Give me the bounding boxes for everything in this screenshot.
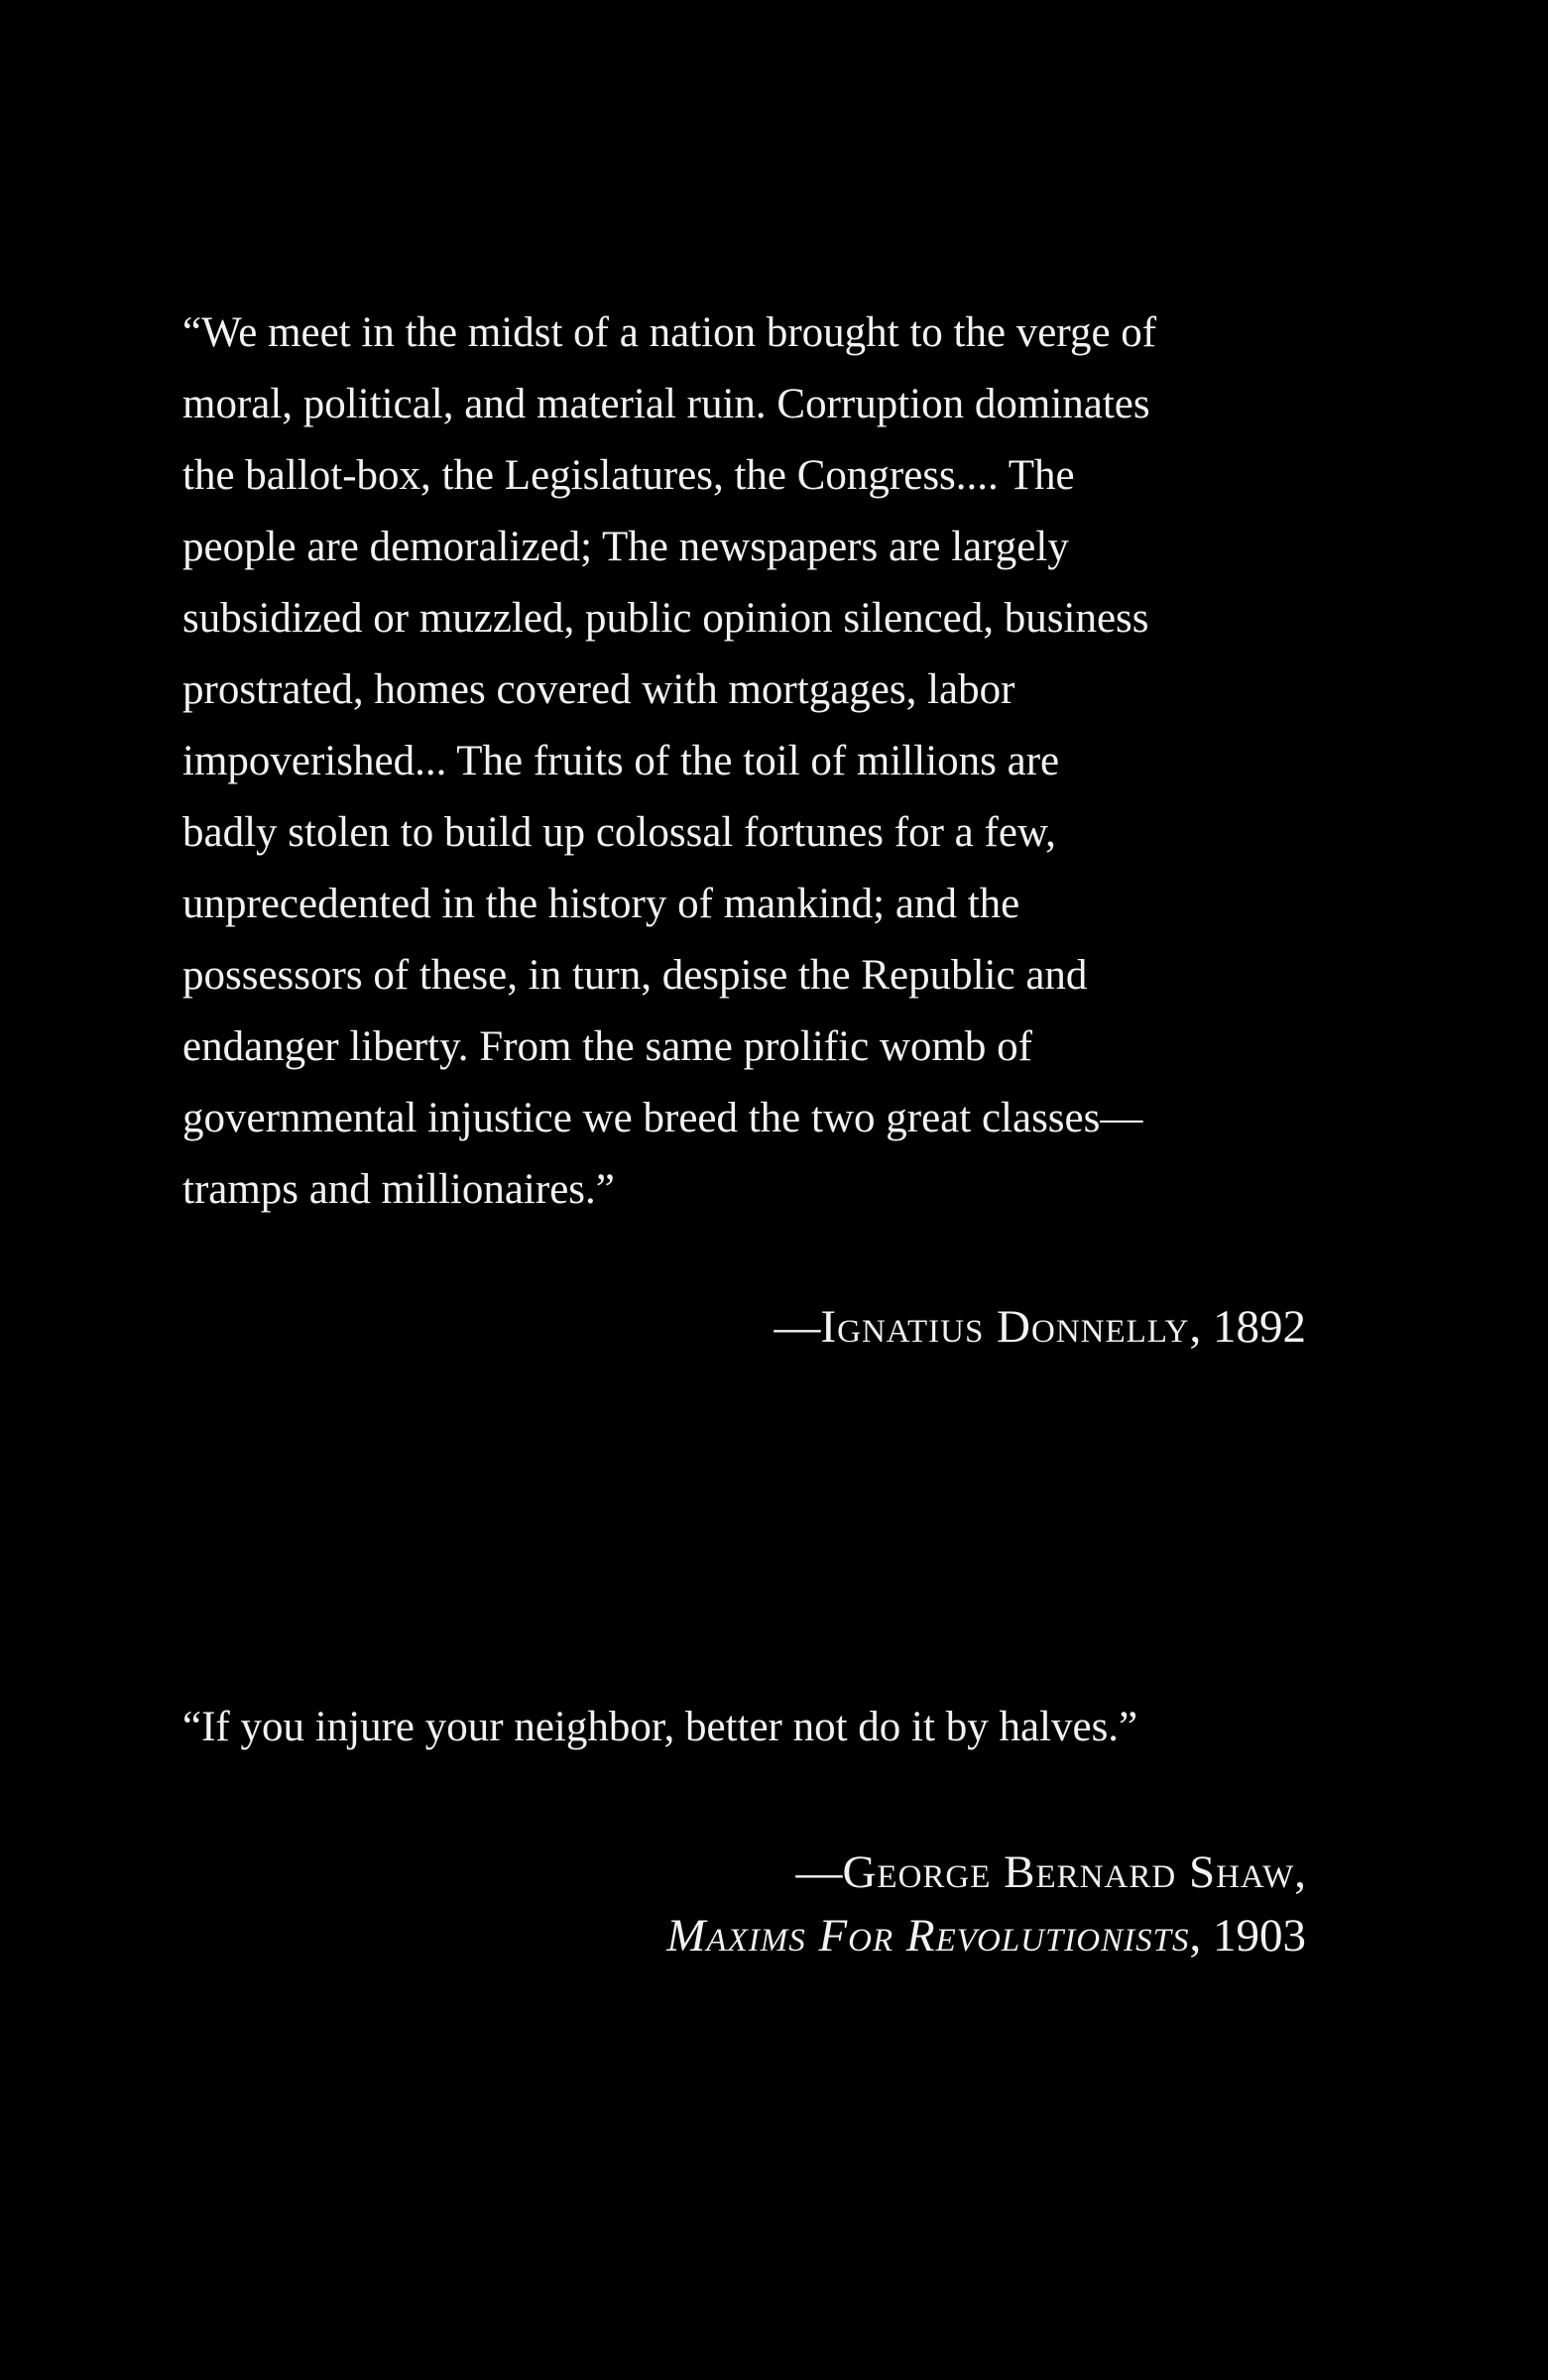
- author-name: Ignatius Donnelly: [820, 1301, 1190, 1353]
- donnelly-attribution: [774, 1295, 1306, 1359]
- attribution-author-row: [666, 1841, 1306, 1904]
- attribution-year: , 1892: [1189, 1301, 1306, 1353]
- quote-line: “We meet in the midst of a nation brought to the verge of: [182, 309, 1157, 356]
- quote-line: tramps and millionaires.”: [182, 1166, 615, 1213]
- shaw-quote: [182, 1692, 1402, 1763]
- quote-line: people are demoralized; The newspapers are largely: [182, 524, 1069, 570]
- attribution-dash: —: [774, 1301, 821, 1353]
- donnelly-quote: [182, 298, 1402, 1226]
- quote-line: endanger liberty. From the same prolific womb of: [182, 1023, 1032, 1070]
- attribution-dash: —: [795, 1846, 843, 1898]
- quote-line: prostrated, homes covered with mortgages, labor: [182, 666, 1015, 713]
- attribution-year: , 1903: [1189, 1910, 1306, 1962]
- quote-line: governmental injustice we breed the two great classes—: [182, 1095, 1143, 1141]
- shaw-attribution: [666, 1841, 1306, 1967]
- author-name: George Bernard Shaw: [842, 1846, 1295, 1898]
- quote-line: impoverished... The fruits of the toil of millions are: [182, 738, 1060, 784]
- quote-line: “If you injure your neighbor, better not do it by halves.”: [182, 1704, 1138, 1750]
- quote-line: subsidized or muzzled, public opinion silenced, business: [182, 595, 1149, 642]
- quote-line: possessors of these, in turn, despise the Republic and: [182, 952, 1088, 999]
- attribution-work-row: [666, 1904, 1306, 1967]
- quote-line: badly stolen to build up colossal fortunes for a few,: [182, 809, 1056, 856]
- work-title: Maxims For Revolutionists: [666, 1910, 1190, 1962]
- quote-line: unprecedented in the history of mankind; and the: [182, 881, 1020, 927]
- quote-line: the ballot-box, the Legislatures, the Congress.... The: [182, 452, 1075, 499]
- quote-line: moral, political, and material ruin. Corruption dominates: [182, 381, 1150, 427]
- attribution-comma: ,: [1294, 1846, 1306, 1898]
